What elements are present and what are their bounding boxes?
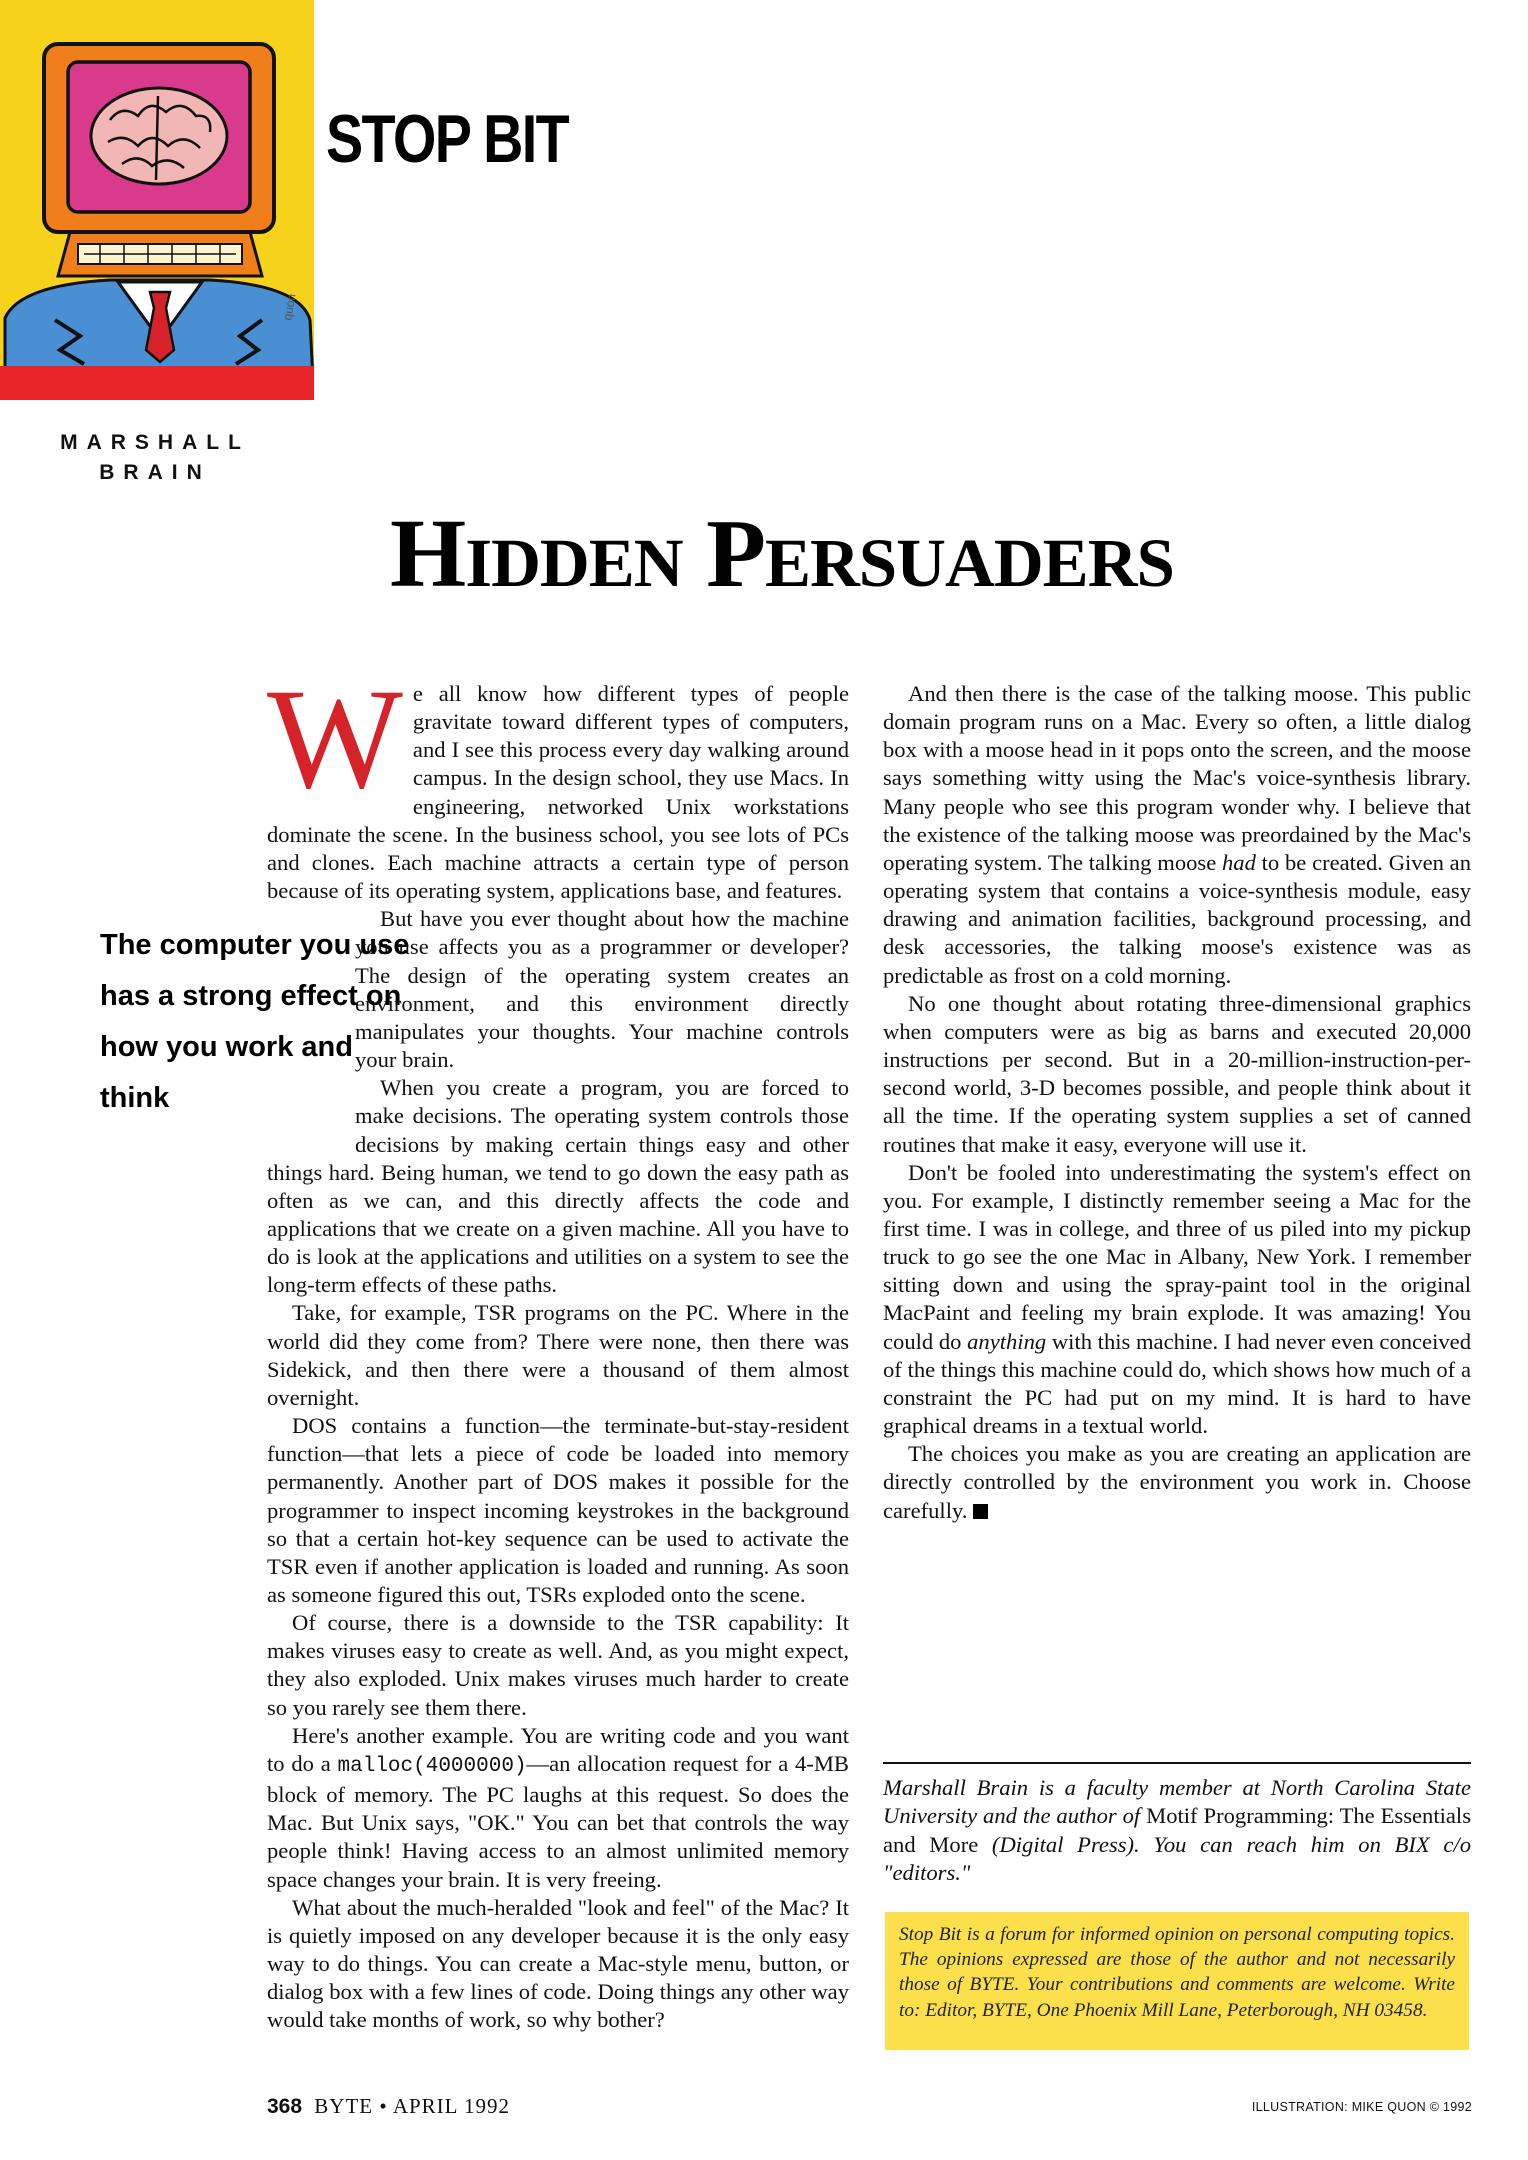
drop-cap: W: [267, 660, 403, 819]
author-first-name: MARSHALL: [60, 431, 250, 454]
article-paragraph: Of course, there is a downside to the TSR capability: It makes viruses easy to create as well. And, as you might expect, they also exploded. Unix makes viruses much harder to create so you rarely see them there.: [267, 1610, 849, 1720]
issue-date: APRIL 1992: [392, 2094, 510, 2118]
article-column-left: [267, 660, 849, 2035]
page-folio: [267, 2094, 510, 2119]
article-paragraph: [267, 1722, 849, 1894]
article-paragraph: [883, 680, 1471, 990]
author-name: [40, 428, 270, 488]
page-number: 368: [267, 2095, 303, 2118]
paragraph-text: But have you ever thought about how the machine you use affects you as a programmer or developer? The design of the operating system creates an environment, and this environment directly manipulates your thoughts. Your machine controls your brain.: [355, 906, 849, 1073]
article-paragraph: [883, 1440, 1471, 1524]
bio-divider: [883, 1762, 1471, 1764]
emphasis: had: [1222, 849, 1256, 875]
end-mark-icon: [973, 1504, 988, 1519]
article-paragraph: Take, for example, TSR programs on the PC. Where in the world did they come from? There were none, then there was Sidekick, and then there were a thousand of them almost overnight.: [267, 1300, 849, 1410]
paragraph-text: with this machine. I had never even conceived of the things this machine could do, which shows how much of a constraint the PC had put on my mind. It is hard to have graphical dreams in a textual world.: [883, 1328, 1471, 1439]
bio-book-title: Motif Programming: The Essentials and More: [883, 1803, 1471, 1857]
brain-computer-head-illustration: [0, 0, 314, 400]
emphasis: anything: [967, 1328, 1047, 1354]
paragraph-text: Here's another example. You are writing code and you want to do a: [267, 1722, 849, 1776]
article-column-right: [883, 680, 1471, 1525]
folio-separator: •: [379, 2094, 388, 2118]
illustration-drawing: [0, 0, 314, 400]
code-snippet: malloc(4000000): [337, 1754, 527, 1778]
paragraph-text: e all know how different types of people gravitate toward different types of computers, and I see this process every day walking around campus. In the design school, they use Macs. In engineering, networked Unix workstations dominate the scene. In the business school, you see lots of PCs and clones. Each machine attracts a certain type of person because of its operating system, applications base, and features.: [267, 681, 849, 904]
paragraph-text: And then there is the case of the talking moose. This public domain program runs on a Mac. Every so often, a little dialog box with a moose head in it pops onto the screen, and the moose says something witty using the Mac's voice-synthesis library. Many people who see this program wonder why. I believe that the existence of the talking moose was preordained by the Mac's operating system. The talking moose: [883, 681, 1471, 875]
article-paragraph: What about the much-heralded "look and feel" of the Mac? It is quietly imposed on any developer because it is the only easy way to do things. You can create a Mac-style menu, button, or dialog box with a few lines of code. Doing things any other way would take months of work, so why bother?: [267, 1894, 849, 2033]
illustrator-signature: quon: [280, 292, 299, 322]
department-title: STOP BIT: [326, 101, 569, 177]
article-paragraph: [883, 1159, 1471, 1441]
author-last-name: BRAIN: [99, 461, 211, 484]
paragraph-text: Don't be fooled into underestimating the system's effect on you. For example, I distinctly remember seeing a Mac for the first time. I was in college, and three of us piled into my pickup truck to go see the one Mac in Albany, New York. I remember sitting down and using the spray-paint tool in the original MacPaint and feeling my brain explode. It was amazing! You could do: [883, 1159, 1471, 1354]
article-paragraph: [267, 660, 849, 905]
magazine-name: BYTE: [314, 2094, 374, 2118]
article-paragraph: [267, 905, 849, 1074]
bio-text: (Digital Press). You can reach him on BIX c/o "editors.": [883, 1831, 1471, 1885]
article-paragraph: No one thought about rotating three-dimensional graphics when computers were as big as barns and executed 20,000 instructions per second. But in a 20-million-instruction-per-second world, 3-D becomes possible, and people think about it all the time. If the operating system supplies a set of canned routines that make it easy, everyone will use it.: [883, 990, 1471, 1157]
article-paragraph: When you create a program, you are forced to make decisions. The operating system controls those decisions by making certain things easy and other things hard. Being human, we tend to go down the easy path as often as we can, and this directly affects the code and applications that we create on a given machine. All you have to do is look at the applications and utilities on a system to see the long-term effects of these paths.: [267, 1075, 849, 1298]
pull-quote: The computer you use has a strong effect on how you work and think: [100, 929, 410, 1114]
article-headline: Hidden Persuaders: [390, 500, 1174, 608]
stop-bit-note: Stop Bit is a forum for informed opinion on personal computing topics. The opinions expressed are those of the author and not necessarily those of BYTE. Your contributions and comments are welcome. Write to: Editor, BYTE, One Phoenix Mill Lane, Peterborough, NH 03458.: [885, 1912, 1469, 2050]
paragraph-text: —an allocation request for a 4-MB block of memory. The PC laughs at this request. So does the Mac. But Unix says, "OK." You can bet that controls the way people think! Having access to an almost unlimited memory space changes your brain. It is very freeing.: [267, 1750, 849, 1892]
paragraph-text: The choices you make as you are creating an application are directly controlled by the environment you work in. Choose carefully.: [883, 1441, 1471, 1523]
article-paragraph: DOS contains a function—the terminate-but-stay-resident function—that lets a piece of code be loaded into memory permanently. Another part of DOS makes it possible for the programmer to inspect incoming keystrokes in the background so that a certain hot-key sequence can be used to activate the TSR even if another application is loaded and running. As soon as someone figured this out, TSRs exploded onto the scene.: [267, 1413, 849, 1607]
paragraph-text: to be created. Given an operating system that contains a voice-synthesis module, easy drawing and animation facilities, background processing, and desk accessories, the talking moose's existence was as predictable as frost on a cold morning.: [883, 849, 1471, 988]
bio-text: Marshall Brain is a faculty member at North Carolina State University and the author of: [883, 1775, 1471, 1829]
illustration-credit: ILLUSTRATION: MIKE QUON © 1992: [1251, 2100, 1472, 2114]
author-bio: [883, 1774, 1471, 1887]
